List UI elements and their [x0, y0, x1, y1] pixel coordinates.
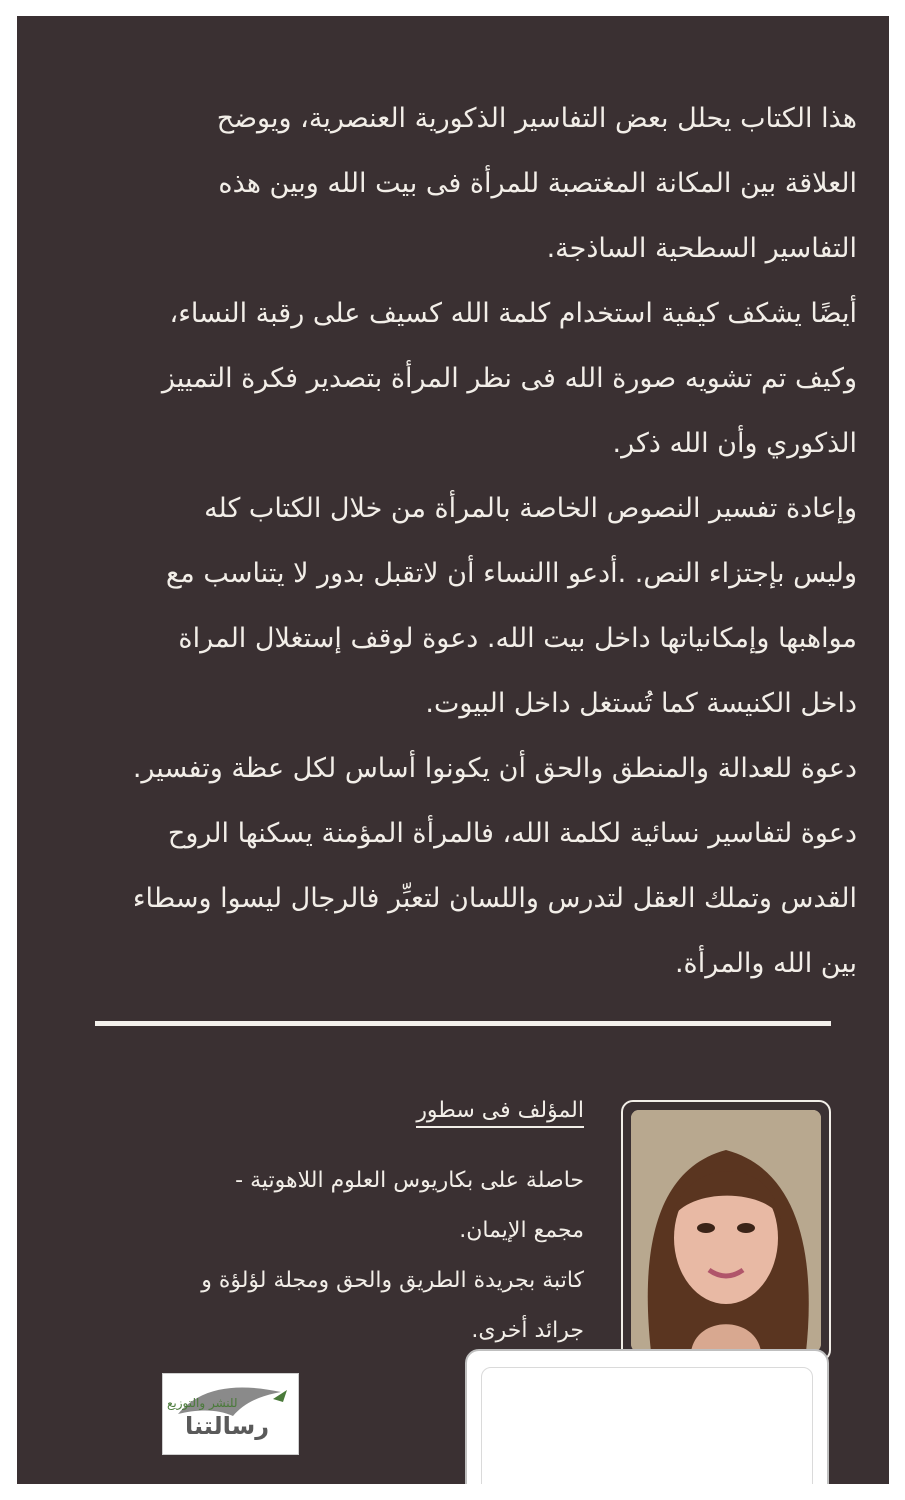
author-bio-line: جرائد أخرى.: [471, 1318, 584, 1343]
author-photo-frame: [621, 1100, 831, 1362]
blurb-line: العلاقة بين المكانة المغتصبة للمرأة فى بيت الله وبين هذه: [218, 168, 857, 199]
blurb-line: داخل الكنيسة كما تُستغل داخل البيوت.: [425, 688, 857, 719]
blurb-line: بين الله والمرأة.: [674, 948, 857, 979]
blurb-line: وكيف تم تشويه صورة الله فى نظر المرأة بتصدير فكرة التمييز: [161, 363, 857, 394]
author-bio-line: كاتبة بجريدة الطريق والحق ومجلة لؤلؤة و: [201, 1268, 584, 1293]
blurb-line: الذكوري وأن الله ذكر.: [612, 428, 857, 459]
blurb-line: مواهبها وإمكانياتها داخل بيت الله. دعوة لوقف إستغلال المراة: [178, 623, 857, 654]
blurb-text: [92, 86, 857, 996]
blurb-line: وإعادة تفسير النصوص الخاصة بالمرأة من خلال الكتاب كله: [204, 493, 857, 524]
blurb-line: دعوة للعدالة والمنطق والحق أن يكونوا أساس لكل عظة وتفسير.: [132, 753, 857, 784]
blurb-line: دعوة لتفاسير نسائية لكلمة الله، فالمرأة المؤمنة يسكنها الروح: [167, 818, 857, 849]
blurb-line: أيضًا يشكف كيفية استخدام كلمة الله كسيف على رقبة النساء،: [169, 298, 857, 329]
publisher-logo: [162, 1373, 299, 1455]
blurb-line: التفاسير السطحية الساذجة.: [546, 233, 857, 264]
author-bio: [114, 1156, 584, 1356]
sticker-inner: [481, 1367, 813, 1484]
blurb-line: هذا الكتاب يحلل بعض التفاسير الذكورية العنصرية، ويوضح: [216, 103, 857, 134]
price-sticker: [465, 1349, 829, 1484]
publisher-name: رسالتنا: [185, 1412, 270, 1440]
author-photo: [631, 1110, 821, 1352]
section-divider: [95, 1021, 831, 1026]
author-bio-line: مجمع الإيمان.: [459, 1218, 584, 1243]
author-bio-line: حاصلة على بكاريوس العلوم اللاهوتية -: [235, 1168, 584, 1193]
blurb-line: القدس وتملك العقل لتدرس واللسان لتعبِّر فالرجال ليسوا وسطاء: [132, 883, 857, 914]
portrait-illustration: [631, 1110, 821, 1352]
publisher-tagline: للنشر والتوزيع: [167, 1396, 238, 1410]
back-cover: [17, 16, 889, 1484]
author-section-title: المؤلف فى سطور: [416, 1098, 584, 1128]
blurb-line: وليس بإجتزاء النص. .أدعو االنساء أن لاتقبل بدور لا يتناسب مع: [165, 558, 857, 589]
